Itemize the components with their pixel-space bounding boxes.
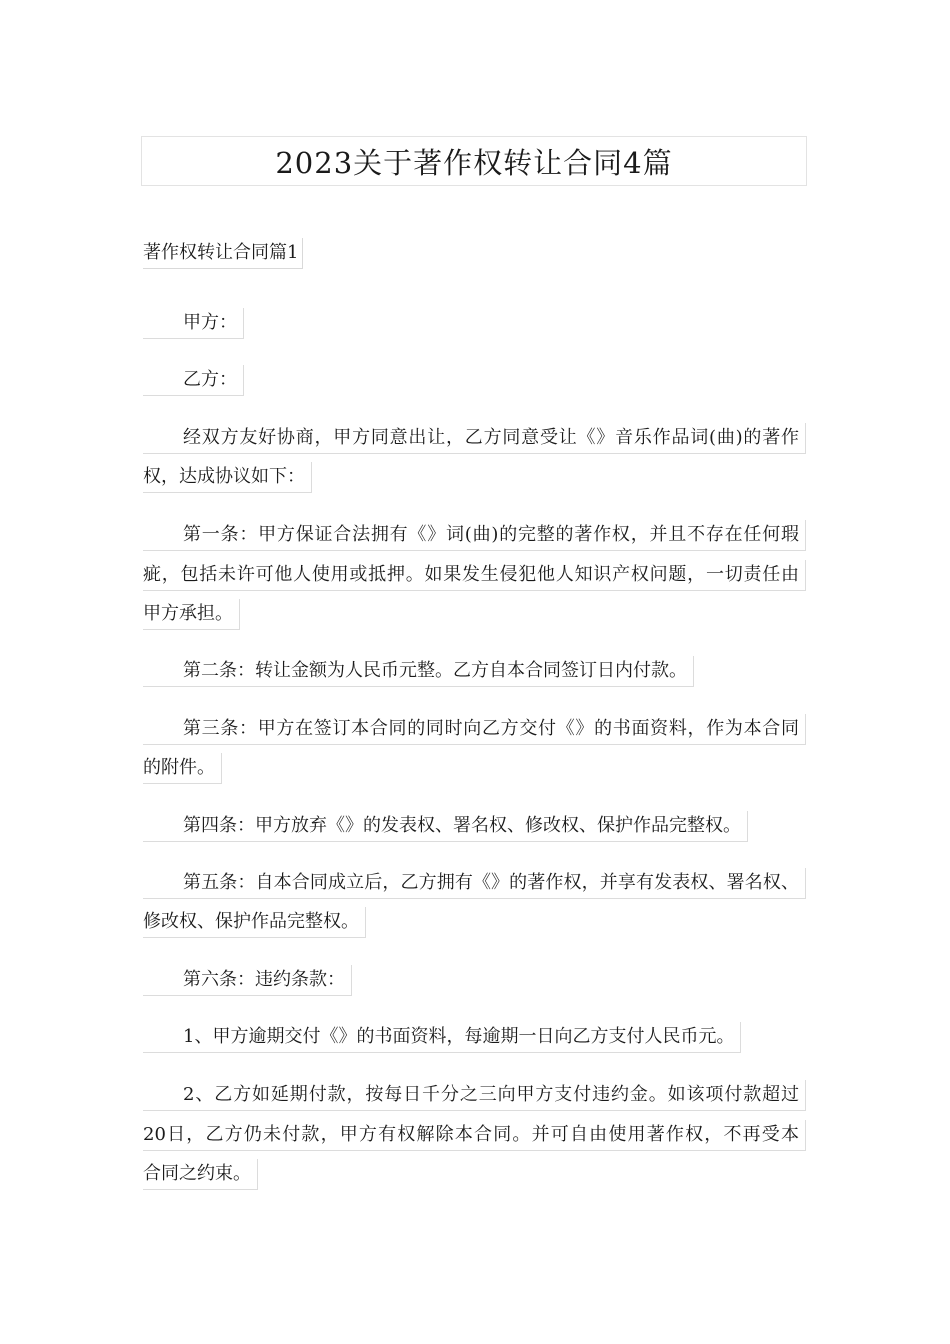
clause-item-2-line-3: 合同之约束。 — [143, 1159, 258, 1190]
clause-item-1-line: 1、甲方逾期交付《》的书面资料，每逾期一日向乙方支付人民币元。 — [143, 1022, 741, 1053]
section-heading: 著作权转让合同篇1 — [143, 238, 303, 269]
article-6-line: 第六条：违约条款： — [143, 965, 352, 996]
party-b-line: 乙方： — [143, 365, 244, 396]
article-4-line: 第四条：甲方放弃《》的发表权、署名权、修改权、保护作品完整权。 — [143, 811, 748, 842]
party-a-line: 甲方： — [143, 308, 244, 339]
article-3-line-1: 第三条：甲方在签订本合同的同时向乙方交付《》的书面资料，作为本合同 — [143, 714, 806, 745]
article-5-line-2: 修改权、保护作品完整权。 — [143, 907, 366, 938]
document-title: 2023关于著作权转让合同4篇 — [141, 136, 807, 186]
article-3-line-2: 的附件。 — [143, 753, 222, 784]
intro-line-1: 经双方友好协商，甲方同意出让，乙方同意受让《》音乐作品词(曲)的著作 — [143, 423, 806, 454]
article-1-line-3: 甲方承担。 — [143, 599, 240, 630]
clause-item-2-line-2: 20日，乙方仍未付款，甲方有权解除本合同。并可自由使用著作权，不再受本 — [143, 1120, 806, 1151]
clause-item-2-line-1: 2、乙方如延期付款，按每日千分之三向甲方支付违约金。如该项付款超过 — [143, 1080, 806, 1111]
article-2-line: 第二条：转让金额为人民币元整。乙方自本合同签订日内付款。 — [143, 656, 694, 687]
article-5-line-1: 第五条：自本合同成立后，乙方拥有《》的著作权，并享有发表权、署名权、 — [143, 868, 806, 899]
article-1-line-1: 第一条：甲方保证合法拥有《》词(曲)的完整的著作权，并且不存在任何瑕 — [143, 520, 806, 551]
intro-line-2: 权，达成协议如下： — [143, 462, 312, 493]
article-1-line-2: 疵，包括未许可他人使用或抵押。如果发生侵犯他人知识产权问题，一切责任由 — [143, 560, 806, 591]
